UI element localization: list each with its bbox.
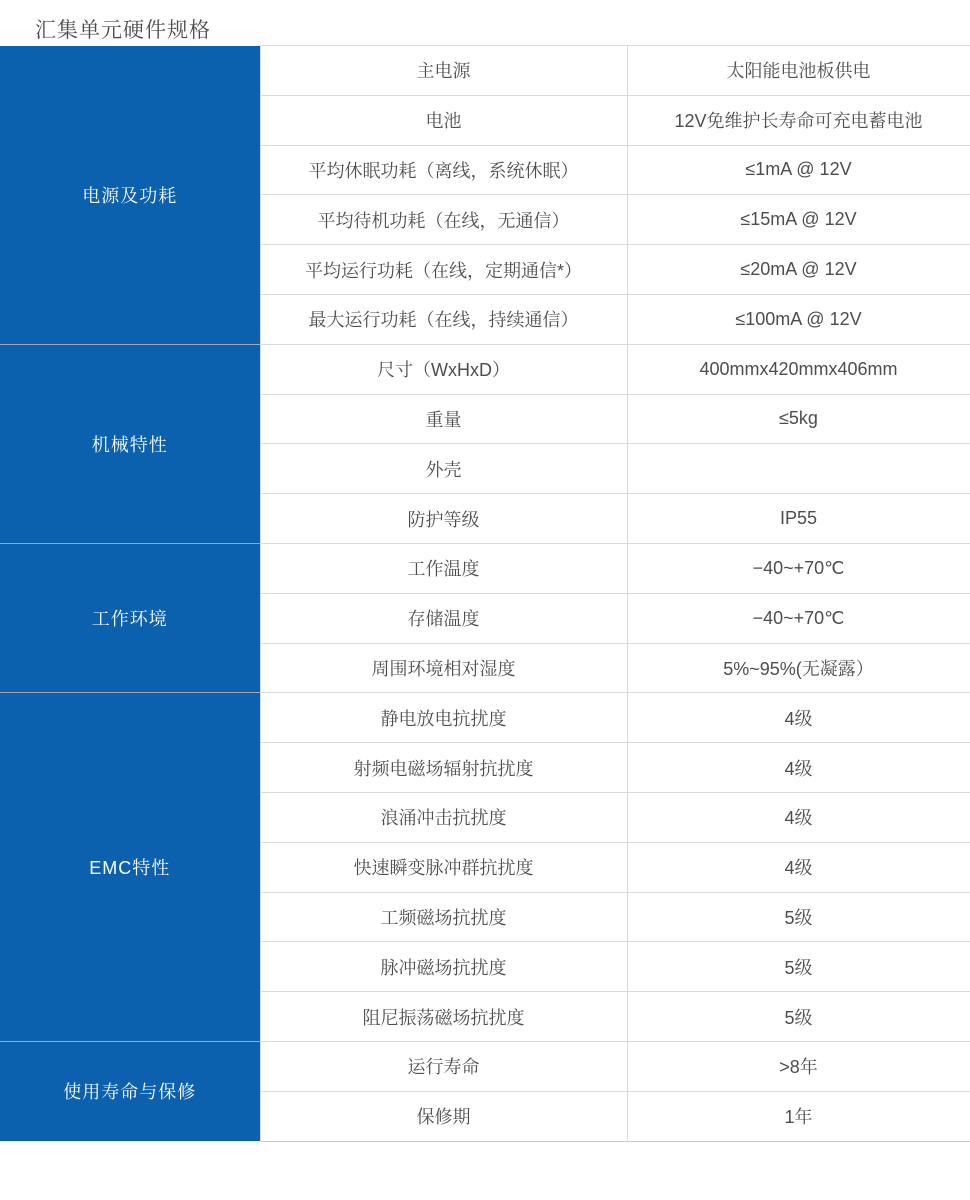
param-cell: 尺寸（WxHxD） [260,344,627,394]
value-cell: 4级 [627,743,970,793]
value-cell: 4级 [627,842,970,892]
value-cell: >8年 [627,1041,970,1091]
table-row [0,344,970,394]
param-cell: 平均运行功耗（在线，定期通信*） [260,245,627,295]
table-row [0,543,970,593]
param-cell: 外壳 [260,444,627,494]
param-cell: 周围环境相对湿度 [260,643,627,693]
param-cell: 防护等级 [260,494,627,544]
param-cell: 存储温度 [260,593,627,643]
value-cell: 5%~95%(无凝露） [627,643,970,693]
value-cell: −40~+70℃ [627,543,970,593]
value-cell: ≤15mA @ 12V [627,195,970,245]
table-row [0,693,970,743]
param-cell: 阻尼振荡磁场抗扰度 [260,992,627,1042]
value-cell: ≤5kg [627,394,970,444]
value-cell: IP55 [627,494,970,544]
value-cell: ≤100mA @ 12V [627,294,970,344]
param-cell: 主电源 [260,46,627,96]
param-cell: 平均待机功耗（在线，无通信） [260,195,627,245]
value-cell: ≤20mA @ 12V [627,245,970,295]
value-cell: 太阳能电池板供电 [627,46,970,96]
param-cell: 快速瞬变脉冲群抗扰度 [260,842,627,892]
page-title: 汇集单元硬件规格 [35,19,211,42]
value-cell: 1年 [627,1091,970,1141]
param-cell: 静电放电抗扰度 [260,693,627,743]
value-cell: 400mmx420mmx406mm [627,344,970,394]
param-cell: 电池 [260,95,627,145]
category-cell-emc: EMC特性 [0,693,260,1042]
table-row [0,46,970,96]
param-cell: 保修期 [260,1091,627,1141]
param-cell: 射频电磁场辐射抗扰度 [260,743,627,793]
param-cell: 脉冲磁场抗扰度 [260,942,627,992]
value-cell: −40~+70℃ [627,593,970,643]
category-cell-environment: 工作环境 [0,543,260,692]
value-cell: 4级 [627,693,970,743]
category-cell-mechanical: 机械特性 [0,344,260,543]
category-cell-lifetime-warranty: 使用寿命与保修 [0,1041,260,1141]
value-cell: 5级 [627,892,970,942]
table-row [0,1041,970,1091]
param-cell: 工作温度 [260,543,627,593]
param-cell: 浪涌冲击抗扰度 [260,792,627,842]
param-cell: 重量 [260,394,627,444]
param-cell: 运行寿命 [260,1041,627,1091]
value-cell: 12V免维护长寿命可充电蓄电池 [627,95,970,145]
category-cell-power: 电源及功耗 [0,46,260,345]
param-cell: 最大运行功耗（在线，持续通信） [260,294,627,344]
value-cell: 4级 [627,792,970,842]
value-cell: ≤1mA @ 12V [627,145,970,195]
param-cell: 平均休眠功耗（离线，系统休眠） [260,145,627,195]
value-cell [627,444,970,494]
value-cell: 5级 [627,942,970,992]
value-cell: 5级 [627,992,970,1042]
spec-table [0,45,970,1142]
param-cell: 工频磁场抗扰度 [260,892,627,942]
